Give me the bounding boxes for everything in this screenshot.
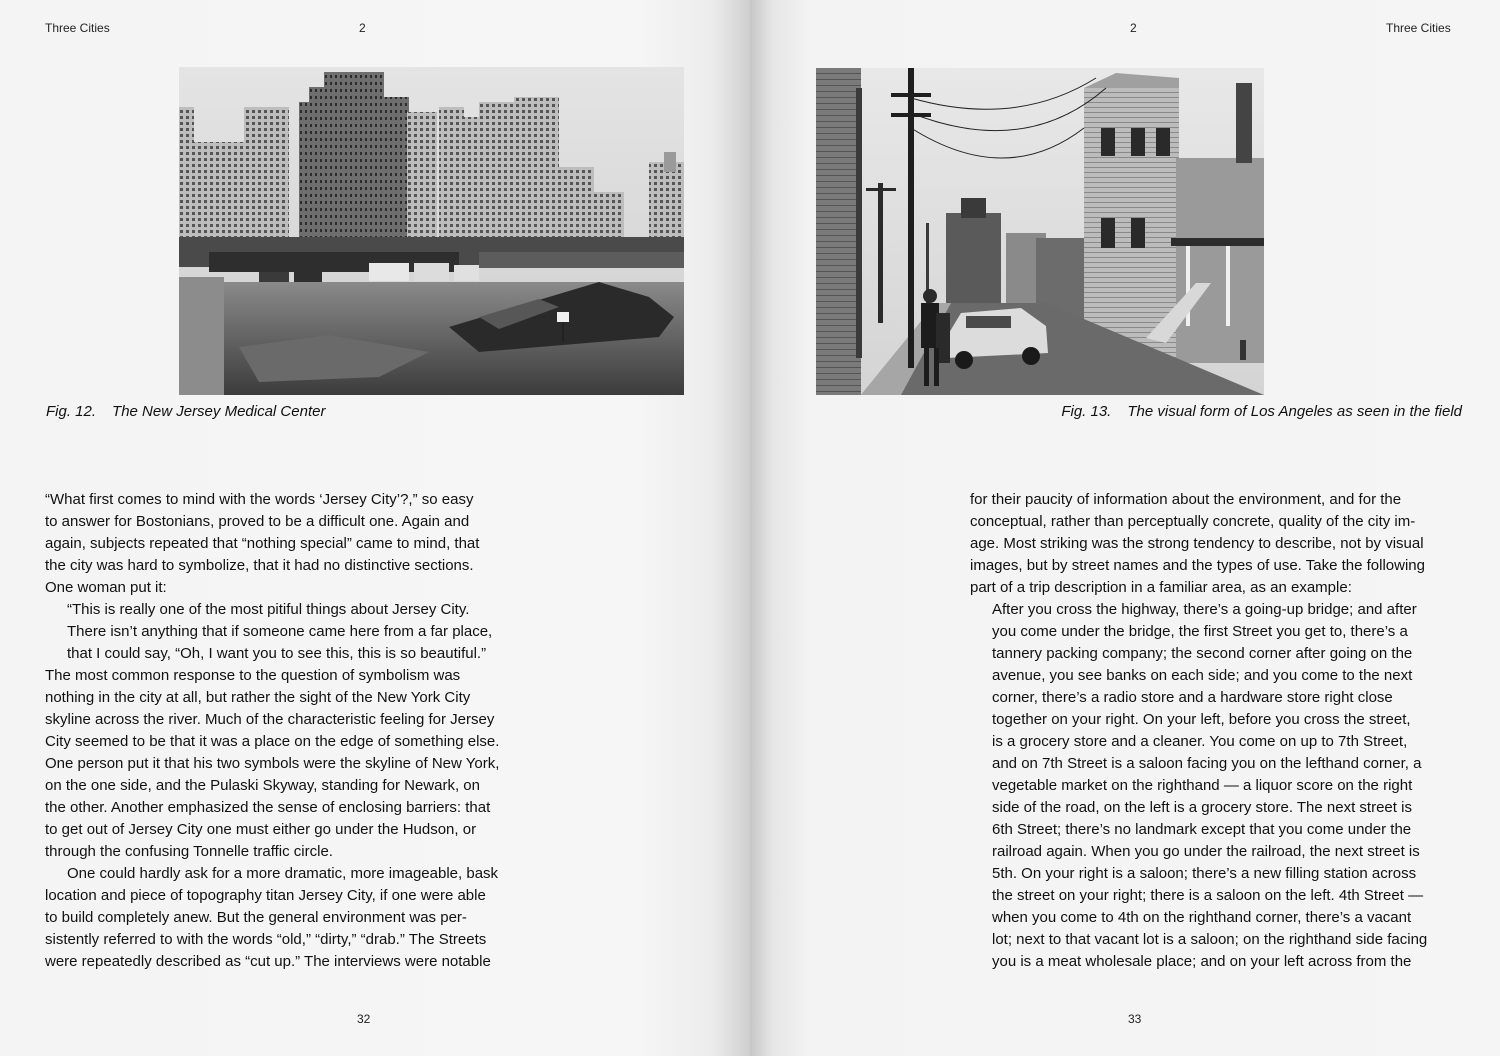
- quote-line: 5th. On your right is a saloon; there’s a new filling station across: [992, 865, 1417, 882]
- text-line: The most common response to the question of symbolism was: [45, 667, 461, 684]
- chapter-number: 2: [1130, 21, 1137, 35]
- text-line: age. Most striking was the strong tendency to describe, not by visual: [970, 535, 1424, 552]
- figure-13-number: Fig. 13.: [1061, 403, 1112, 420]
- text-line: to get out of Jersey City one must either go under the Hudson, or: [45, 821, 477, 838]
- quote-line: 6th Street; there’s no landmark except that you come under the: [992, 821, 1412, 838]
- running-head: Three Cities: [45, 21, 110, 35]
- right-body-text: [970, 489, 1427, 973]
- text-line: location and piece of topography titan Jersey City, if one were able: [45, 887, 486, 904]
- figure-12-caption: [46, 403, 325, 421]
- figure-12-photo: [179, 67, 684, 395]
- chapter-number: 2: [359, 21, 366, 35]
- quote-line: tannery packing company; the second corner after going on the: [992, 645, 1413, 662]
- text-line: One woman put it:: [45, 579, 167, 596]
- los-angeles-street-photo: [816, 68, 1264, 395]
- text-line: skyline across the river. Much of the characteristic feeling for Jersey: [45, 711, 495, 728]
- figure-13-caption: [1061, 403, 1462, 421]
- quote-line: “This is really one of the most pitiful things about Jersey City.: [67, 601, 470, 618]
- quote-line: the street on your right; there is a saloon on the left. 4th Street —: [992, 887, 1424, 904]
- quote-line: is a grocery store and a cleaner. You come on up to 7th Street,: [992, 733, 1408, 750]
- text-line: to answer for Bostonians, proved to be a difficult one. Again and: [45, 513, 470, 530]
- paragraph-first-line: One could hardly ask for a more dramatic, more imageable, bask: [67, 865, 499, 882]
- text-line: to build completely anew. But the general environment was per-: [45, 909, 467, 926]
- quote-line: railroad again. When you go under the railroad, the next street is: [992, 843, 1420, 860]
- medical-center-photo: [179, 67, 684, 395]
- right-page: [750, 0, 1500, 1056]
- text-line: “What first comes to mind with the words ‘Jersey City’?,” so easy: [45, 491, 474, 508]
- text-line: were repeatedly described as “cut up.” The interviews were notable: [45, 953, 491, 970]
- figure-12-number: Fig. 12.: [46, 403, 97, 420]
- quote-line: After you cross the highway, there’s a going-up bridge; and after: [992, 601, 1417, 618]
- figure-12-title: The New Jersey Medical Center: [112, 403, 326, 420]
- quote-line: together on your right. On your left, before you cross the street,: [992, 711, 1411, 728]
- text-line: nothing in the city at all, but rather the sight of the New York City: [45, 689, 471, 706]
- quote-line: lot; next to that vacant lot is a saloon; on the righthand side facing: [992, 931, 1428, 948]
- text-line: City seemed to be that it was a place on the edge of something else.: [45, 733, 500, 750]
- text-line: the city was hard to symbolize, that it had no distinctive sections.: [45, 557, 474, 574]
- text-line: part of a trip description in a familiar area, as an example:: [970, 579, 1352, 596]
- running-head: Three Cities: [1386, 21, 1451, 35]
- text-line: the other. Another emphasized the sense of enclosing barriers: that: [45, 799, 491, 816]
- quote-line: avenue, you see banks on each side; and you come to the next: [992, 667, 1413, 684]
- figure-13-photo: [816, 68, 1264, 395]
- quote-line: There isn’t anything that if someone came here from a far place,: [67, 623, 493, 640]
- quote-line: you come under the bridge, the first Street you get to, there’s a: [992, 623, 1408, 640]
- quote-line: corner, there’s a radio store and a hardware store right close: [992, 689, 1393, 706]
- text-line: images, but by street names and the types of use. Take the following: [970, 557, 1425, 574]
- text-line: through the confusing Tonnelle traffic circle.: [45, 843, 333, 860]
- quote-line: you is a meat wholesale place; and on your left across from the: [992, 953, 1412, 970]
- figure-13-title: The visual form of Los Angeles as seen in the field: [1127, 403, 1462, 420]
- left-body-text: [45, 489, 499, 973]
- text-line: One person put it that his two symbols were the skyline of New York,: [45, 755, 500, 772]
- text-line: sistently referred to with the words “old,” “dirty,” “drab.” The Streets: [45, 931, 487, 948]
- text-line: for their paucity of information about the environment, and for the: [970, 491, 1402, 508]
- text-line: conceptual, rather than perceptually concrete, quality of the city im-: [970, 513, 1416, 530]
- quote-line: side of the road, on the left is a grocery store. The next street is: [992, 799, 1412, 816]
- quote-line: that I could say, “Oh, I want you to see this, this is so beautiful.”: [67, 645, 487, 662]
- page-number: 32: [357, 1012, 371, 1026]
- quote-line: when you come to 4th on the righthand corner, there’s a vacant: [992, 909, 1412, 926]
- text-line: again, subjects repeated that “nothing special” came to mind, that: [45, 535, 480, 552]
- page-number: 33: [1128, 1012, 1142, 1026]
- quote-line: vegetable market on the righthand — a liquor score on the right: [992, 777, 1413, 794]
- text-line: on the one side, and the Pulaski Skyway, standing for Newark, on: [45, 777, 480, 794]
- quote-line: and on 7th Street is a saloon facing you on the lefthand corner, a: [992, 755, 1422, 772]
